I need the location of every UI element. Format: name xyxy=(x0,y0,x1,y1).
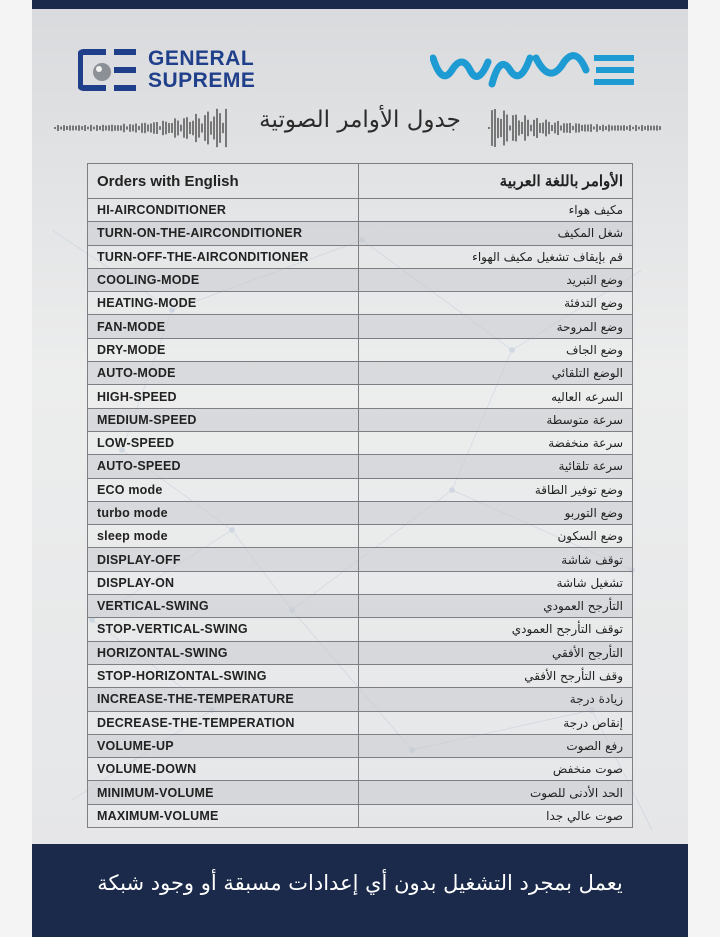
command-english: LOW-SPEED xyxy=(88,431,359,454)
table-row xyxy=(88,711,633,734)
table-row xyxy=(88,501,633,524)
wave-logo xyxy=(430,52,638,88)
table-row xyxy=(88,548,633,571)
table-row xyxy=(88,641,633,664)
command-arabic: وضع السكون xyxy=(359,525,633,548)
command-arabic: مكيف هواء xyxy=(359,199,633,222)
command-arabic: وضع المروحة xyxy=(359,315,633,338)
command-arabic: التأرجح العمودي xyxy=(359,595,633,618)
table-row xyxy=(88,268,633,291)
command-arabic: إنقاص درجة xyxy=(359,711,633,734)
command-english: HORIZONTAL-SWING xyxy=(88,641,359,664)
general-supreme-logo xyxy=(78,48,255,92)
command-english: DISPLAY-OFF xyxy=(88,548,359,571)
command-arabic: قم بإيقاف تشغيل مكيف الهواء xyxy=(359,245,633,268)
command-arabic: سرعة منخفضة xyxy=(359,431,633,454)
command-arabic: وضع التدفئة xyxy=(359,292,633,315)
command-english: TURN-ON-THE-AIRCONDITIONER xyxy=(88,222,359,245)
table-row xyxy=(88,362,633,385)
command-arabic: سرعة متوسطة xyxy=(359,408,633,431)
command-arabic: وضع الجاف xyxy=(359,338,633,361)
table-row xyxy=(88,408,633,431)
brand-name-line2: SUPREME xyxy=(148,69,256,92)
voice-commands-table xyxy=(87,163,633,828)
command-english: MINIMUM-VOLUME xyxy=(88,781,359,804)
table-row xyxy=(88,525,633,548)
command-english: turbo mode xyxy=(88,501,359,524)
table-row xyxy=(88,781,633,804)
footer-banner xyxy=(32,844,688,937)
command-arabic: زيادة درجة xyxy=(359,688,633,711)
command-english: MEDIUM-SPEED xyxy=(88,408,359,431)
command-arabic: وضع التوربو xyxy=(359,501,633,524)
table-row xyxy=(88,571,633,594)
command-english: VOLUME-UP xyxy=(88,734,359,757)
command-english: HI-AIRCONDITIONER xyxy=(88,199,359,222)
command-sheet xyxy=(32,0,688,937)
header-arabic: الأوامر باللغة العربية xyxy=(359,164,633,199)
command-english: STOP-HORIZONTAL-SWING xyxy=(88,664,359,687)
table-header-row xyxy=(88,164,633,199)
table-row xyxy=(88,664,633,687)
command-arabic: السرعه العاليه xyxy=(359,385,633,408)
table-row xyxy=(88,758,633,781)
command-arabic: سرعة تلقائية xyxy=(359,455,633,478)
command-english: TURN-OFF-THE-AIRCONDITIONER xyxy=(88,245,359,268)
command-arabic: تشغيل شاشة xyxy=(359,571,633,594)
command-english: ECO mode xyxy=(88,478,359,501)
command-arabic: رفع الصوت xyxy=(359,734,633,757)
table-row xyxy=(88,478,633,501)
command-arabic: توقف شاشة xyxy=(359,548,633,571)
table-row xyxy=(88,245,633,268)
table-row xyxy=(88,734,633,757)
command-english: DISPLAY-ON xyxy=(88,571,359,594)
command-english: INCREASE-THE-TEMPERATURE xyxy=(88,688,359,711)
command-english: STOP-VERTICAL-SWING xyxy=(88,618,359,641)
command-arabic: توقف التأرجح العمودي xyxy=(359,618,633,641)
top-bar xyxy=(32,0,688,9)
command-english: sleep mode xyxy=(88,525,359,548)
gs-emblem-icon xyxy=(78,48,142,92)
brand-name-line1: GENERAL xyxy=(148,47,255,70)
table-row xyxy=(88,431,633,454)
table-row xyxy=(88,385,633,408)
command-arabic: الحد الأدنى للصوت xyxy=(359,781,633,804)
table-row xyxy=(88,199,633,222)
table-row xyxy=(88,595,633,618)
command-english: HIGH-SPEED xyxy=(88,385,359,408)
command-english: FAN-MODE xyxy=(88,315,359,338)
table-row xyxy=(88,804,633,827)
header-english: Orders with English xyxy=(88,164,359,199)
command-arabic: صوت منخفض xyxy=(359,758,633,781)
command-english: DECREASE-THE-TEMPERATION xyxy=(88,711,359,734)
command-arabic: وضع توفير الطاقة xyxy=(359,478,633,501)
command-english: AUTO-SPEED xyxy=(88,455,359,478)
wave-logo-word: wave xyxy=(430,52,433,53)
footer-text: يعمل بمجرد التشغيل بدون أي إعدادات مسبقة أو وجود شبكة xyxy=(97,871,623,895)
command-english: VOLUME-DOWN xyxy=(88,758,359,781)
command-arabic: وضع التبريد xyxy=(359,268,633,291)
command-english: VERTICAL-SWING xyxy=(88,595,359,618)
command-arabic: شغل المكيف xyxy=(359,222,633,245)
table-row xyxy=(88,618,633,641)
command-english: COOLING-MODE xyxy=(88,268,359,291)
command-arabic: التأرجح الأفقي xyxy=(359,641,633,664)
table-row xyxy=(88,222,633,245)
command-arabic: الوضع التلقائي xyxy=(359,362,633,385)
command-english: DRY-MODE xyxy=(88,338,359,361)
command-arabic: وقف التأرجح الأفقي xyxy=(359,664,633,687)
command-english: HEATING-MODE xyxy=(88,292,359,315)
command-english: AUTO-MODE xyxy=(88,362,359,385)
table-row xyxy=(88,455,633,478)
table-row xyxy=(88,688,633,711)
table-row xyxy=(88,292,633,315)
page-title: جدول الأوامر الصوتية xyxy=(259,107,461,133)
command-arabic: صوت عالي جدا xyxy=(359,804,633,827)
table-row xyxy=(88,338,633,361)
table-row xyxy=(88,315,633,338)
command-english: MAXIMUM-VOLUME xyxy=(88,804,359,827)
